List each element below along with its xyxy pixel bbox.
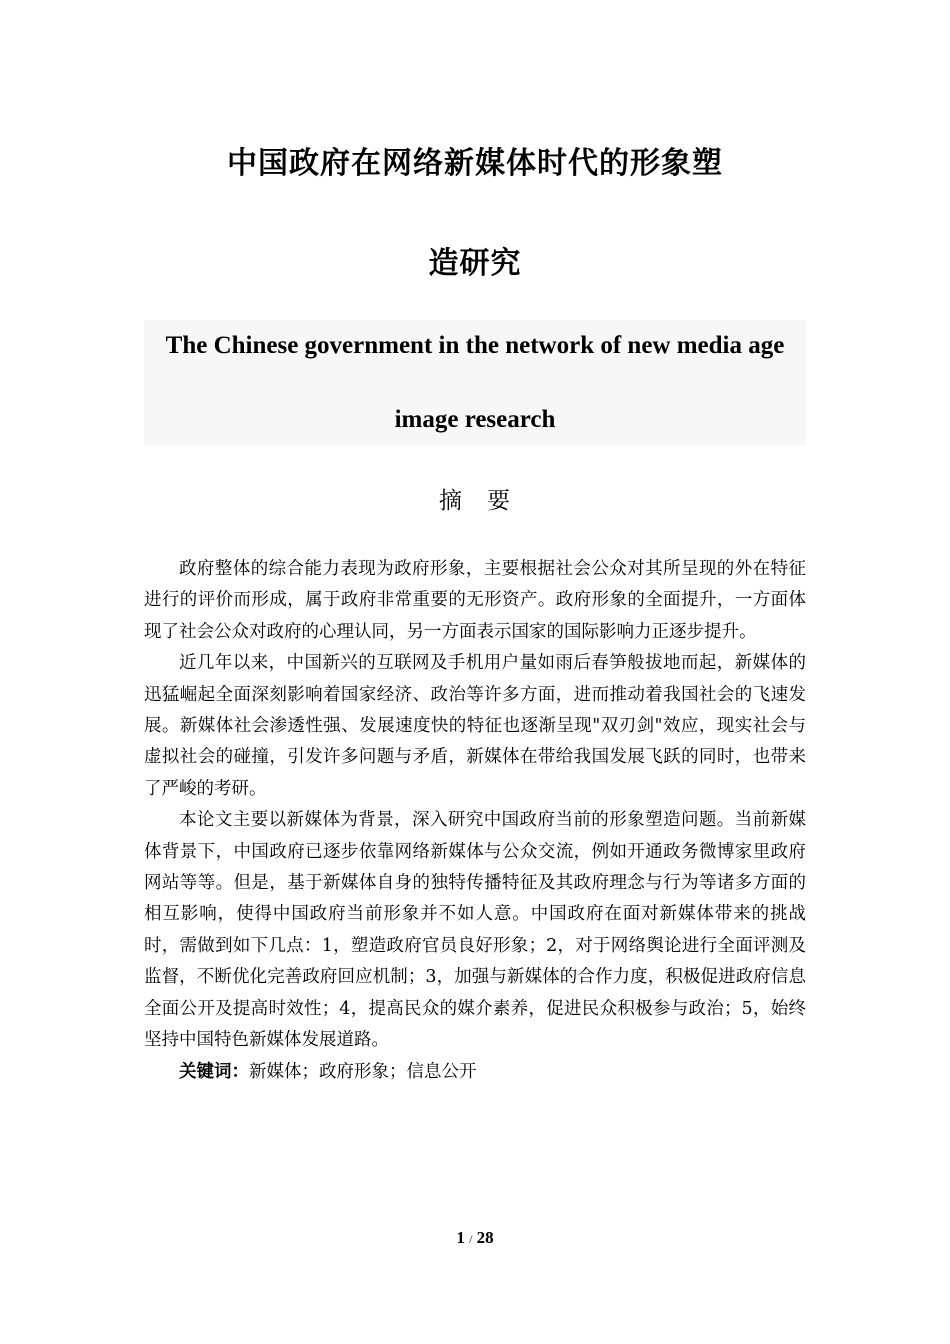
abstract-paragraph-1: 政府整体的综合能力表现为政府形象，主要根据社会公众对其所呈现的外在特征进行的评价而形成，属于政府非常重要的无形资产。政府形象的全面提升，一方面体现了社会公众对政府的心理认同，另一方面表示国家的国际影响力正逐步提升。: [144, 559, 806, 642]
keywords-label: 关键词：: [179, 1061, 249, 1082]
abstract-paragraph-3: 本论文主要以新媒体为背景，深入研究中国政府当前的形象塑造问题。当前新媒体背景下，中国政府已逐步依靠网络新媒体与公众交流，例如开通政务微博家里政府网站等等。但是，基于新媒体自身的独特传播特征及其政府理念与行为等诸多方面的相互影响，使得中国政府当前形象并不如人意。中国政府在面对新媒体带来的挑战时，需做到如下几点：1，塑造政府官员良好形象；2，对于网络舆论进行全面评测及监督，不断优化完善政府回应机制；3，加强与新媒体的合作力度，积极促进政府信息全面公开及提高时效性；4，提高民众的媒介素养，促进民众积极参与政治；5，始终坚持中国特色新媒体发展道路。: [144, 810, 806, 1051]
abstract-body: [144, 554, 806, 1088]
chinese-title-line-1: 中国政府在网络新媒体时代的形象塑: [227, 146, 723, 181]
english-title-line-1: The Chinese government in the network of new media age: [165, 332, 785, 359]
page-number-total: 28: [476, 1228, 494, 1247]
keywords-value: 新媒体；政府形象；信息公开: [249, 1061, 477, 1082]
page-number: [144, 1228, 806, 1248]
chinese-title-line-2: 造研究: [428, 246, 522, 281]
english-title-block: [144, 320, 806, 445]
abstract-heading: 摘 要: [439, 488, 511, 514]
page-number-separator: /: [469, 1232, 473, 1246]
abstract-paragraph-2: 近几年以来，中国新兴的互联网及手机用户量如雨后春笋般拔地而起，新媒体的迅猛崛起全面深刻影响着国家经济、政治等许多方面，进而推动着我国社会的飞速发展。新媒体社会渗透性强、发展速度快的特征也逐渐呈现"双刃剑"效应，现实社会与虚拟社会的碰撞，引发许多问题与矛盾，新媒体在带给我国发展飞跃的同时，也带来了严峻的考研。: [144, 653, 806, 799]
keywords-line: [144, 1057, 806, 1088]
page-number-current: 1: [456, 1228, 465, 1247]
english-title-line-2: image research: [394, 406, 556, 433]
